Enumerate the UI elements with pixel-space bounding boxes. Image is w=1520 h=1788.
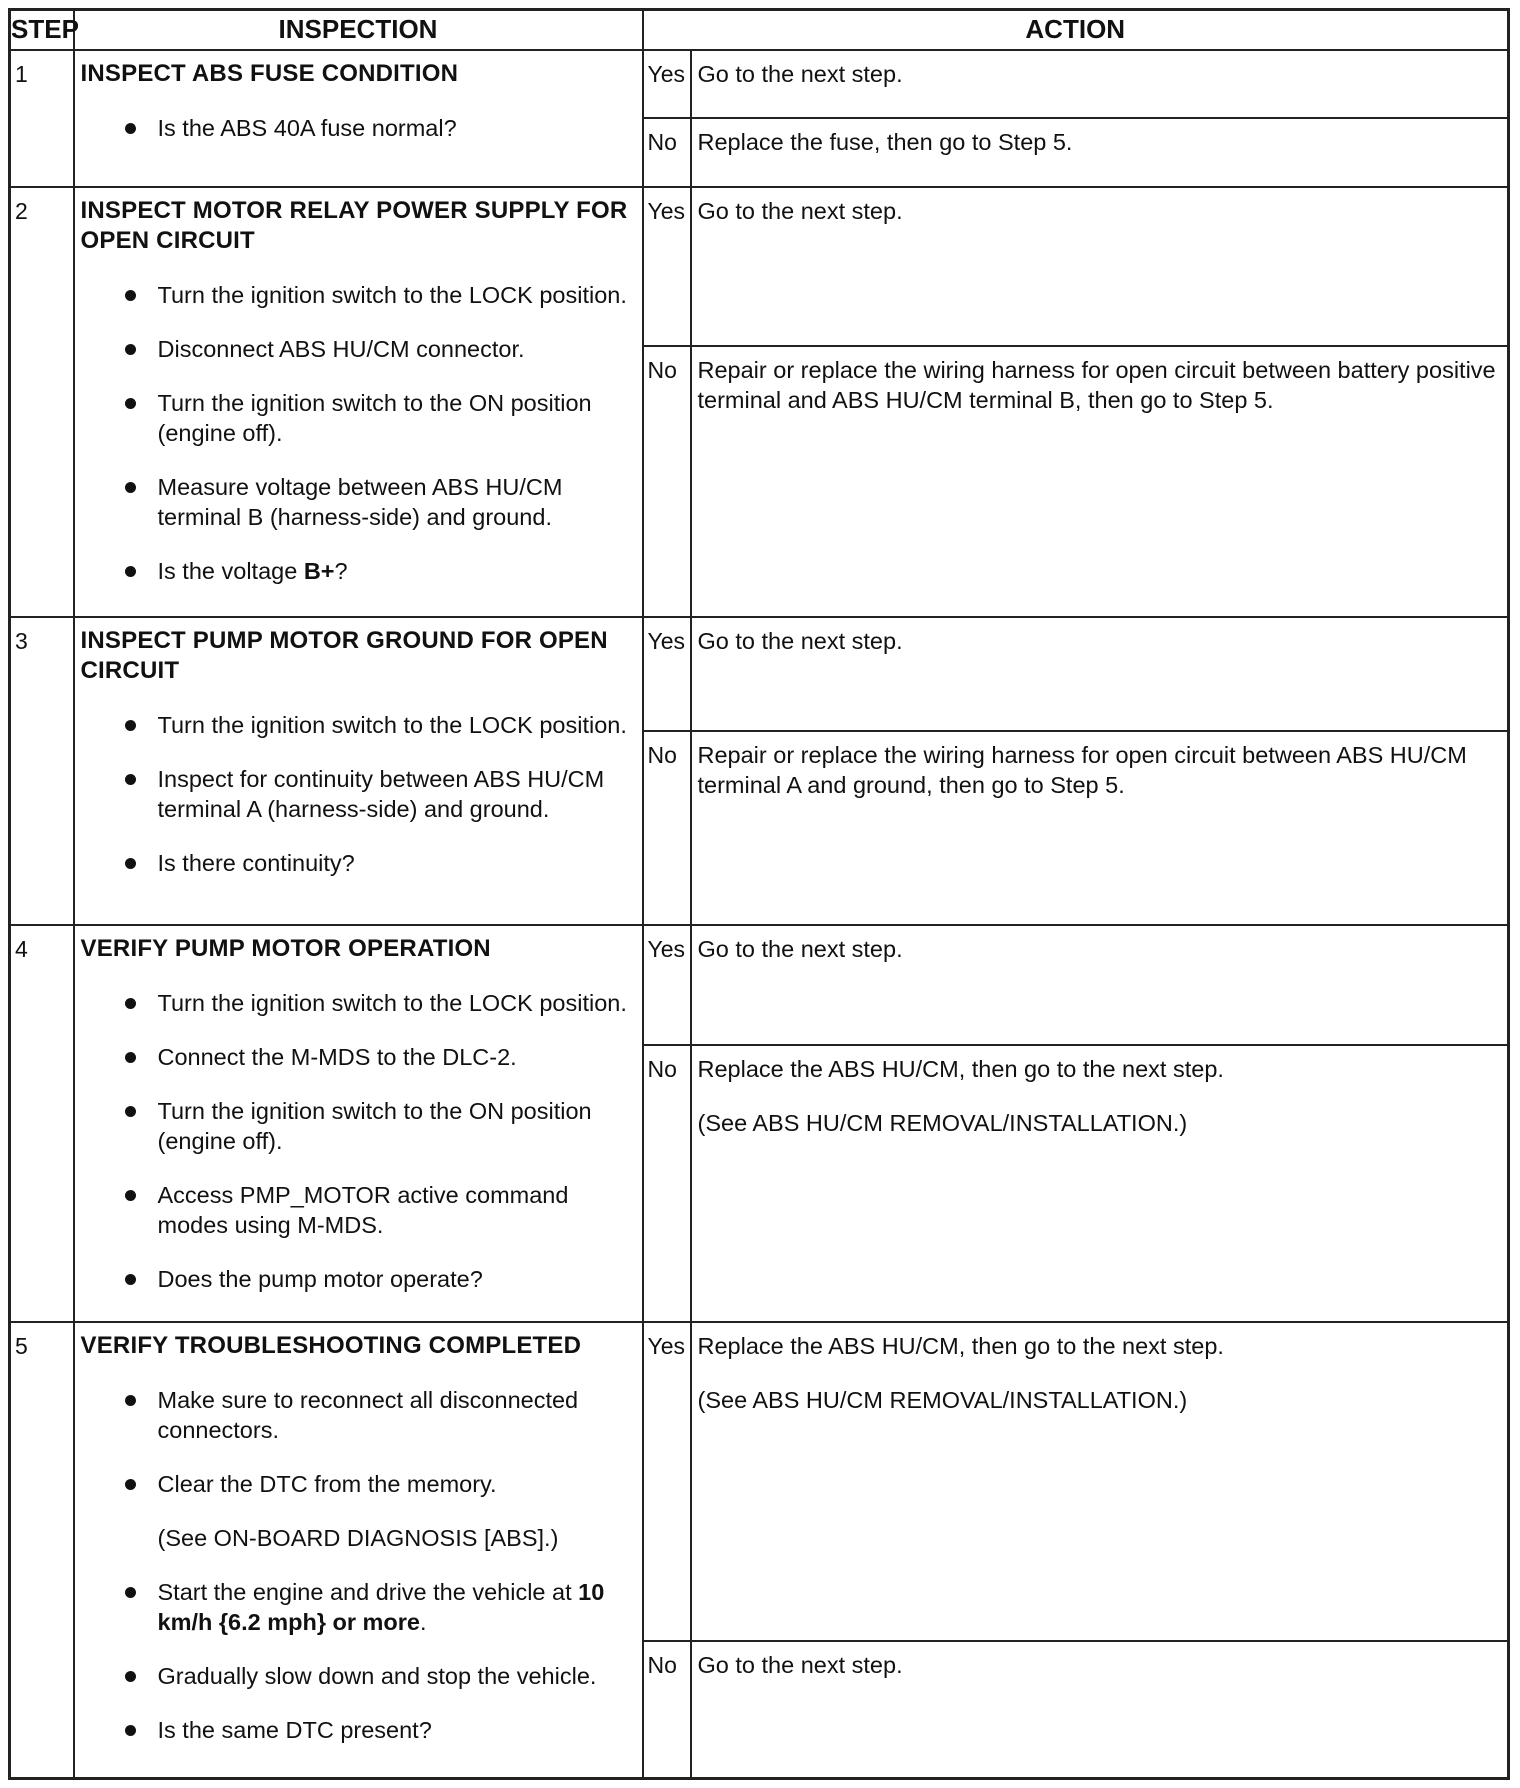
no-action [691,346,1509,616]
action-text: Repair or replace the wiring harness for open circuit between battery positive terminal and ABS HU/CM terminal B, then go to Step 5. [697,357,1496,414]
yes-label: Yes [643,925,691,1045]
inspection-list [81,113,632,143]
yes-action [691,50,1509,119]
yes-action [691,187,1509,346]
inspection-title: VERIFY PUMP MOTOR OPERATION [80,934,491,962]
action-text: Go to the next step. [697,198,903,224]
inspection-title: VERIFY TROUBLESHOOTING COMPLETED [80,1332,582,1360]
yes-action [691,1322,1509,1640]
no-label: No [643,346,691,616]
no-action [691,1045,1509,1322]
inspection-cell [74,50,643,188]
inspection-bullet: Is the ABS 40A fuse normal? [81,113,632,143]
step-number: 3 [10,617,74,925]
action-text: Replace the ABS HU/CM, then go to the next step. [697,1056,1224,1083]
step-number: 5 [10,1322,74,1778]
header-row [10,10,1509,50]
bullet-suffix: . [420,1609,427,1636]
inspection-bullet: Disconnect ABS HU/CM connector. [81,334,632,364]
inspection-bullet: Is the same DTC present? [81,1715,632,1745]
yes-action [691,925,1509,1045]
no-action [691,731,1509,925]
inspection-bullet: Make sure to reconnect all disconnected connectors. [81,1385,632,1445]
yes-action [691,617,1509,731]
inspection-bullet: Clear the DTC from the memory. [81,1469,632,1499]
no-label: No [643,1045,691,1322]
action-note: (See ABS HU/CM REMOVAL/INSTALLATION.) [697,1387,1188,1414]
inspection-title: INSPECT MOTOR RELAY POWER SUPPLY FOR OPEN CIRCUIT [80,197,628,254]
inspection-list [81,988,632,1294]
inspection-bullet: Turn the ignition switch to the LOCK position. [81,280,632,310]
step-row [10,187,1509,346]
inspection-title: INSPECT ABS FUSE CONDITION [80,59,459,87]
step-number: 1 [10,50,74,188]
inspection-bullet: Inspect for continuity between ABS HU/CM terminal A (harness-side) and ground. [81,764,632,824]
no-label: No [643,1641,691,1779]
inspection-bullet: Is there continuity? [81,848,632,878]
inspection-bullet: Turn the ignition switch to the LOCK position. [81,710,632,740]
header-action: ACTION [643,10,1509,50]
inspection-list [81,710,632,878]
bullet-suffix: ? [334,558,348,584]
action-text: Repair or replace the wiring harness for open circuit between ABS HU/CM terminal A and ground, then go to Step 5. [697,741,1467,798]
yes-label: Yes [643,50,691,119]
header-inspection: INSPECTION [74,10,643,50]
inspection-cell [74,925,643,1322]
no-label: No [643,731,691,925]
header-step: STEP [10,10,74,50]
inspection-bullet: Connect the M-MDS to the DLC-2. [81,1042,632,1072]
no-action [691,118,1509,187]
action-text: Replace the fuse, then go to Step 5. [697,129,1073,156]
no-label: No [643,118,691,187]
yes-label: Yes [643,187,691,346]
action-text: Go to the next step. [697,1651,903,1678]
inspection-bullet: Turn the ignition switch to the ON position (engine off). [81,388,632,448]
step-row [10,925,1509,1045]
step-number: 2 [10,187,74,617]
inspection-bullet: Turn the ignition switch to the ON position (engine off). [81,1096,632,1156]
inspection-bullet [81,1577,632,1637]
inspection-cell [74,187,643,617]
action-note: (See ABS HU/CM REMOVAL/INSTALLATION.) [697,1110,1188,1137]
troubleshooting-table [8,8,1510,1780]
action-text: Go to the next step. [697,627,903,654]
bullet-bold-text: B+ [303,558,335,584]
yes-label: Yes [643,617,691,731]
step-row [10,1322,1509,1640]
inspection-list [81,280,632,586]
inspection-cell [74,617,643,925]
inspection-cell [74,1322,643,1778]
step-row [10,50,1509,119]
inspection-bullet: Access PMP_MOTOR active command modes using M-MDS. [81,1180,632,1240]
action-text: Replace the ABS HU/CM, then go to the next step. [697,1333,1224,1360]
step-number: 4 [10,925,74,1322]
inspection-bullet: Does the pump motor operate? [81,1264,632,1294]
bullet-bold-text: 10 km/h {6.2 mph} or more [157,1579,605,1636]
inspection-note: (See ON-BOARD DIAGNOSIS [ABS].) [157,1525,559,1552]
action-text: Go to the next step. [697,60,903,87]
bullet-text: Start the engine and drive the vehicle at [157,1579,579,1606]
inspection-bullet: Turn the ignition switch to the LOCK position. [81,988,632,1018]
inspection-bullet: Measure voltage between ABS HU/CM terminal B (harness-side) and ground. [81,472,632,532]
inspection-bullet [81,556,632,586]
action-text: Go to the next step. [697,935,903,962]
yes-label: Yes [643,1322,691,1640]
inspection-title: INSPECT PUMP MOTOR GROUND FOR OPEN CIRCUIT [80,626,608,684]
no-action [691,1641,1509,1779]
step-row [10,617,1509,731]
bullet-text: Is the voltage [157,558,304,584]
inspection-list [81,1385,632,1745]
inspection-bullet: Gradually slow down and stop the vehicle. [81,1661,632,1691]
